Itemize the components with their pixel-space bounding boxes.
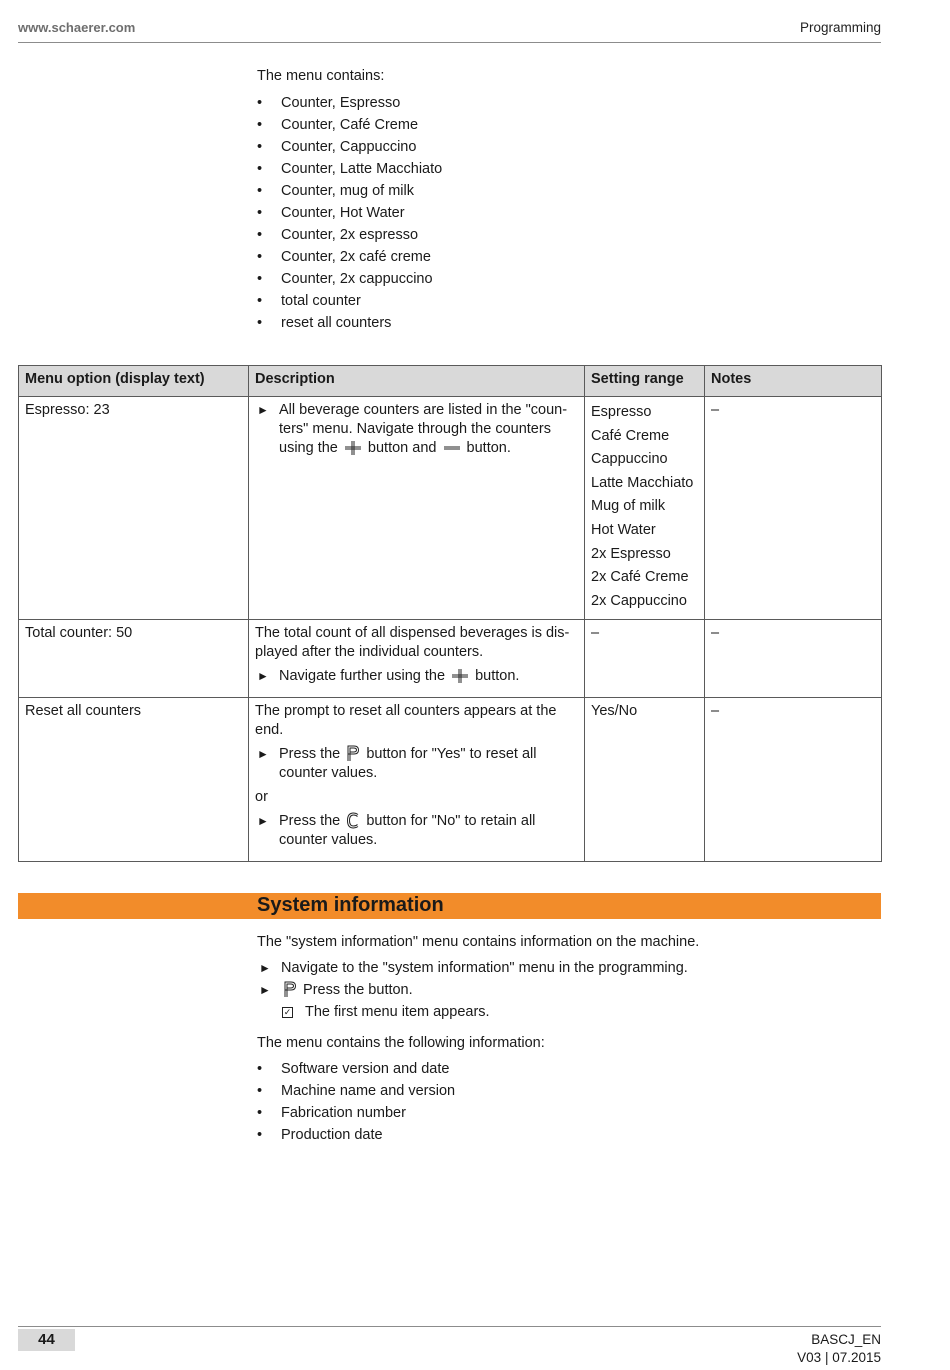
or-text: or — [255, 789, 268, 806]
document-id — [797, 1331, 881, 1367]
list-item: Cappuccino — [591, 451, 668, 468]
list-item: • Counter, 2x cappuccino — [257, 268, 881, 290]
page-number: 44 — [18, 1329, 75, 1351]
section-heading-bar — [18, 893, 881, 919]
counter-list — [257, 92, 881, 334]
menu-option-cell: Reset all counters — [19, 698, 249, 862]
table-header-row — [19, 366, 882, 397]
menu-options-table — [18, 365, 882, 862]
description-cell — [249, 397, 585, 620]
list-item: • Counter, Café Creme — [257, 114, 881, 136]
setting-range-cell — [585, 397, 705, 620]
list-item: Mug of milk — [591, 498, 666, 515]
plus-button-icon — [344, 440, 362, 456]
arrow-bullet-icon: ► — [259, 983, 271, 997]
doc-version: V03 | 07.2015 — [797, 1350, 881, 1365]
column-header: Menu option (display text) — [19, 366, 249, 397]
instruction-step: ► Press the button for "No" to retain all counter values. — [257, 813, 536, 849]
arrow-bullet-icon: ► — [257, 403, 269, 417]
system-lead-2: The menu contains the following information: — [257, 1035, 545, 1051]
column-header: Setting range — [585, 366, 705, 397]
notes-cell: – — [705, 698, 882, 862]
arrow-bullet-icon: ► — [257, 814, 269, 829]
list-item: 2x Espresso — [591, 545, 671, 562]
list-item: • Fabrication number — [257, 1102, 881, 1124]
list-item: 2x Cappuccino — [591, 592, 687, 609]
table-row — [19, 698, 882, 862]
menu-option-cell: Espresso: 23 — [19, 397, 249, 620]
table-row — [19, 620, 882, 698]
intro-section — [257, 66, 881, 334]
table-row — [19, 397, 882, 620]
notes-cell: – — [705, 397, 882, 620]
p-button-icon — [283, 981, 297, 998]
list-item: • Counter, mug of milk — [257, 180, 881, 202]
list-item: Café Creme — [591, 427, 670, 444]
notes-cell: – — [705, 620, 882, 698]
list-item: • total counter — [257, 290, 881, 312]
instruction-step: ► All beverage counters are listed in the "coun-ters" menu. Navigate through the counters using the button and button. — [257, 402, 568, 456]
system-lead: The "system information" menu contains information on the machine. — [257, 934, 700, 950]
result-line: ✓ The first menu item appears. — [283, 1004, 490, 1020]
minus-button-icon — [443, 440, 461, 456]
section-title: Programming — [799, 20, 881, 35]
system-info-section — [257, 932, 881, 1146]
description-text: The total count of all dispensed beverages is dis-played after the individual counters. — [255, 625, 570, 661]
instruction-step: ► Navigate to the "system information" menu in the programming. — [257, 957, 881, 979]
arrow-bullet-icon: ► — [259, 961, 271, 975]
system-info-list — [257, 1058, 881, 1146]
doc-code: BASCJ_EN — [811, 1332, 881, 1347]
list-item: • Counter, Cappuccino — [257, 136, 881, 158]
range-list — [591, 401, 698, 613]
page-header — [18, 18, 881, 43]
description-cell — [249, 698, 585, 862]
intro-lead: The menu contains: — [257, 68, 385, 84]
section-heading: System information — [257, 894, 444, 916]
list-item: Hot Water — [591, 521, 656, 538]
arrow-bullet-icon: ► — [257, 747, 269, 762]
list-item: • Counter, Hot Water — [257, 202, 881, 224]
menu-option-cell: Total counter: 50 — [19, 620, 249, 698]
list-item: • Counter, Latte Macchiato — [257, 158, 881, 180]
site-url: www.schaerer.com — [18, 20, 136, 35]
description-cell — [249, 620, 585, 698]
page-footer — [18, 1326, 881, 1367]
arrow-bullet-icon: ► — [257, 669, 269, 684]
list-item: • Counter, 2x café creme — [257, 246, 881, 268]
list-item: Espresso — [591, 404, 652, 420]
column-header: Description — [249, 366, 585, 397]
list-item: Latte Macchiato — [591, 474, 694, 491]
c-button-icon — [346, 812, 360, 829]
column-header: Notes — [705, 366, 882, 397]
checkbox-icon: ✓ — [283, 1007, 292, 1017]
list-item: • Software version and date — [257, 1058, 881, 1080]
instruction-step: ► Navigate further using the button. — [257, 668, 520, 685]
list-item: • Counter, 2x espresso — [257, 224, 881, 246]
setting-range-cell: Yes/No — [585, 698, 705, 862]
description-text: The prompt to reset all counters appears at the end. — [255, 703, 557, 739]
plus-button-icon — [451, 668, 469, 684]
list-item: • reset all counters — [257, 312, 881, 334]
instruction-step: ► Press the button. — [257, 979, 881, 1001]
setting-range-cell: – — [585, 620, 705, 698]
list-item: • Production date — [257, 1124, 881, 1146]
list-item: • Counter, Espresso — [257, 92, 881, 114]
p-button-icon — [346, 745, 360, 762]
list-item: • Machine name and version — [257, 1080, 881, 1102]
instruction-step: ► Press the button for "Yes" to reset all counter values. — [257, 746, 537, 782]
list-item: 2x Café Creme — [591, 569, 689, 586]
